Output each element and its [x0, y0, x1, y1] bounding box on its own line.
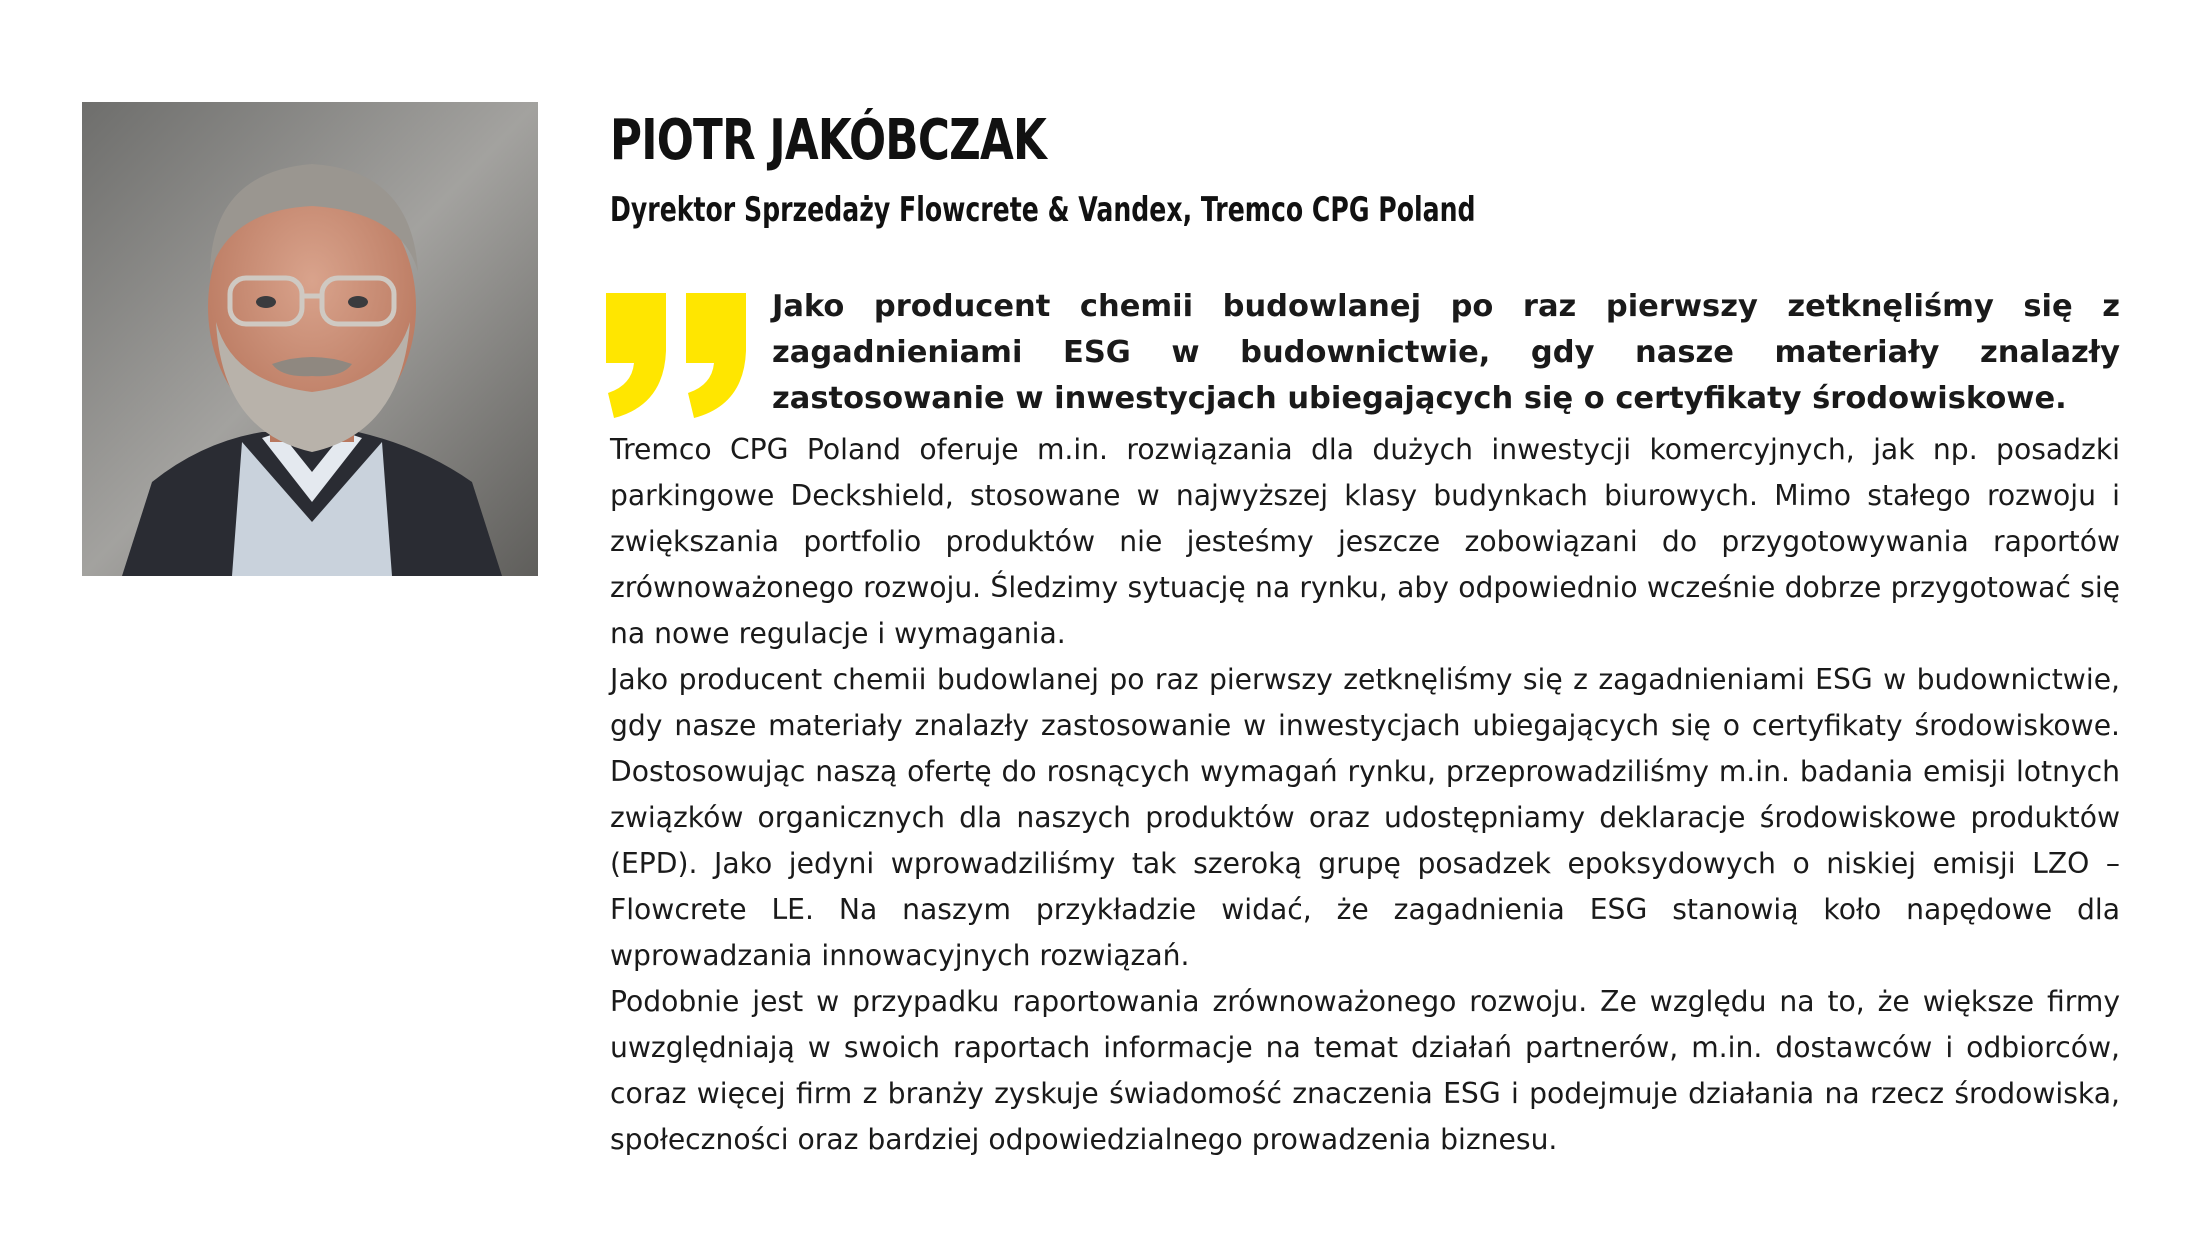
- body-paragraph: Tremco CPG Poland oferuje m.in. rozwiązania dla dużych inwestycji komercyjnych, jak np. posadzki parkingowe Deckshield, stosowane w najwyższej klasy budynkach biurowych. Mimo stałego rozwoju i zwiększania portfolio produktów nie jesteśmy jeszcze zobowiązani do przygotowywania raportów zrównoważonego rozwoju. Śledzimy sytuację na rynku, aby odpowiednio wcześnie dobrze przygotować się na nowe regulacje i wymagania.: [610, 433, 2120, 650]
- article-body: [610, 427, 2120, 1163]
- lead-quote: Jako producent chemii budowlanej po raz pierwszy zetknęliśmy się z zagadnieniami ESG w budownictwie, gdy nasze materiały znalazły zastosowanie w inwestycjach ubiegających się o certyfikaty środowiskowe.: [772, 289, 2120, 416]
- portrait-illustration: [82, 102, 538, 576]
- body-paragraph: Jako producent chemii budowlanej po raz pierwszy zetknęliśmy się z zagadnieniami ESG w budownictwie, gdy nasze materiały znalazły zastosowanie w inwestycjach ubiegających się o certyfikaty środowiskowe. Dostosowując naszą ofertę do rosnących wymagań rynku, przeprowadziliśmy m.in. badania emisji lotnych związków organicznych dla naszych produktów oraz udostępniamy deklaracje środowiskowe produktów (EPD). Jako jedyni wprowadziliśmy tak szeroką grupę posadzek epoksydowych o niskiej emisji LZO – Flowcrete LE. Na naszym przykładzie widać, że zagadnienia ESG stanowią koło napędowe dla wprowadzania innowacyjnych rozwiązań.: [610, 663, 2120, 972]
- body-paragraph: Podobnie jest w przypadku raportowania zrównoważonego rozwoju. Ze względu na to, że większe firmy uwzględniają w swoich raportach informacje na temat działań partnerów, m.in. dostawców i odbiorców, coraz więcej firm z branży zyskuje świadomość znaczenia ESG i podejmuje działania na rzecz środowiska, społeczności oraz bardziej odpowiedzialnego prowadzenia biznesu.: [610, 985, 2120, 1156]
- person-name: PIOTR JAKÓBCZAK: [610, 108, 1047, 173]
- portrait-photo: [82, 102, 538, 576]
- quote-mark-icon: [606, 293, 752, 418]
- person-role: Dyrektor Sprzedaży Flowcrete & Vandex, Tremco CPG Poland: [610, 190, 1476, 230]
